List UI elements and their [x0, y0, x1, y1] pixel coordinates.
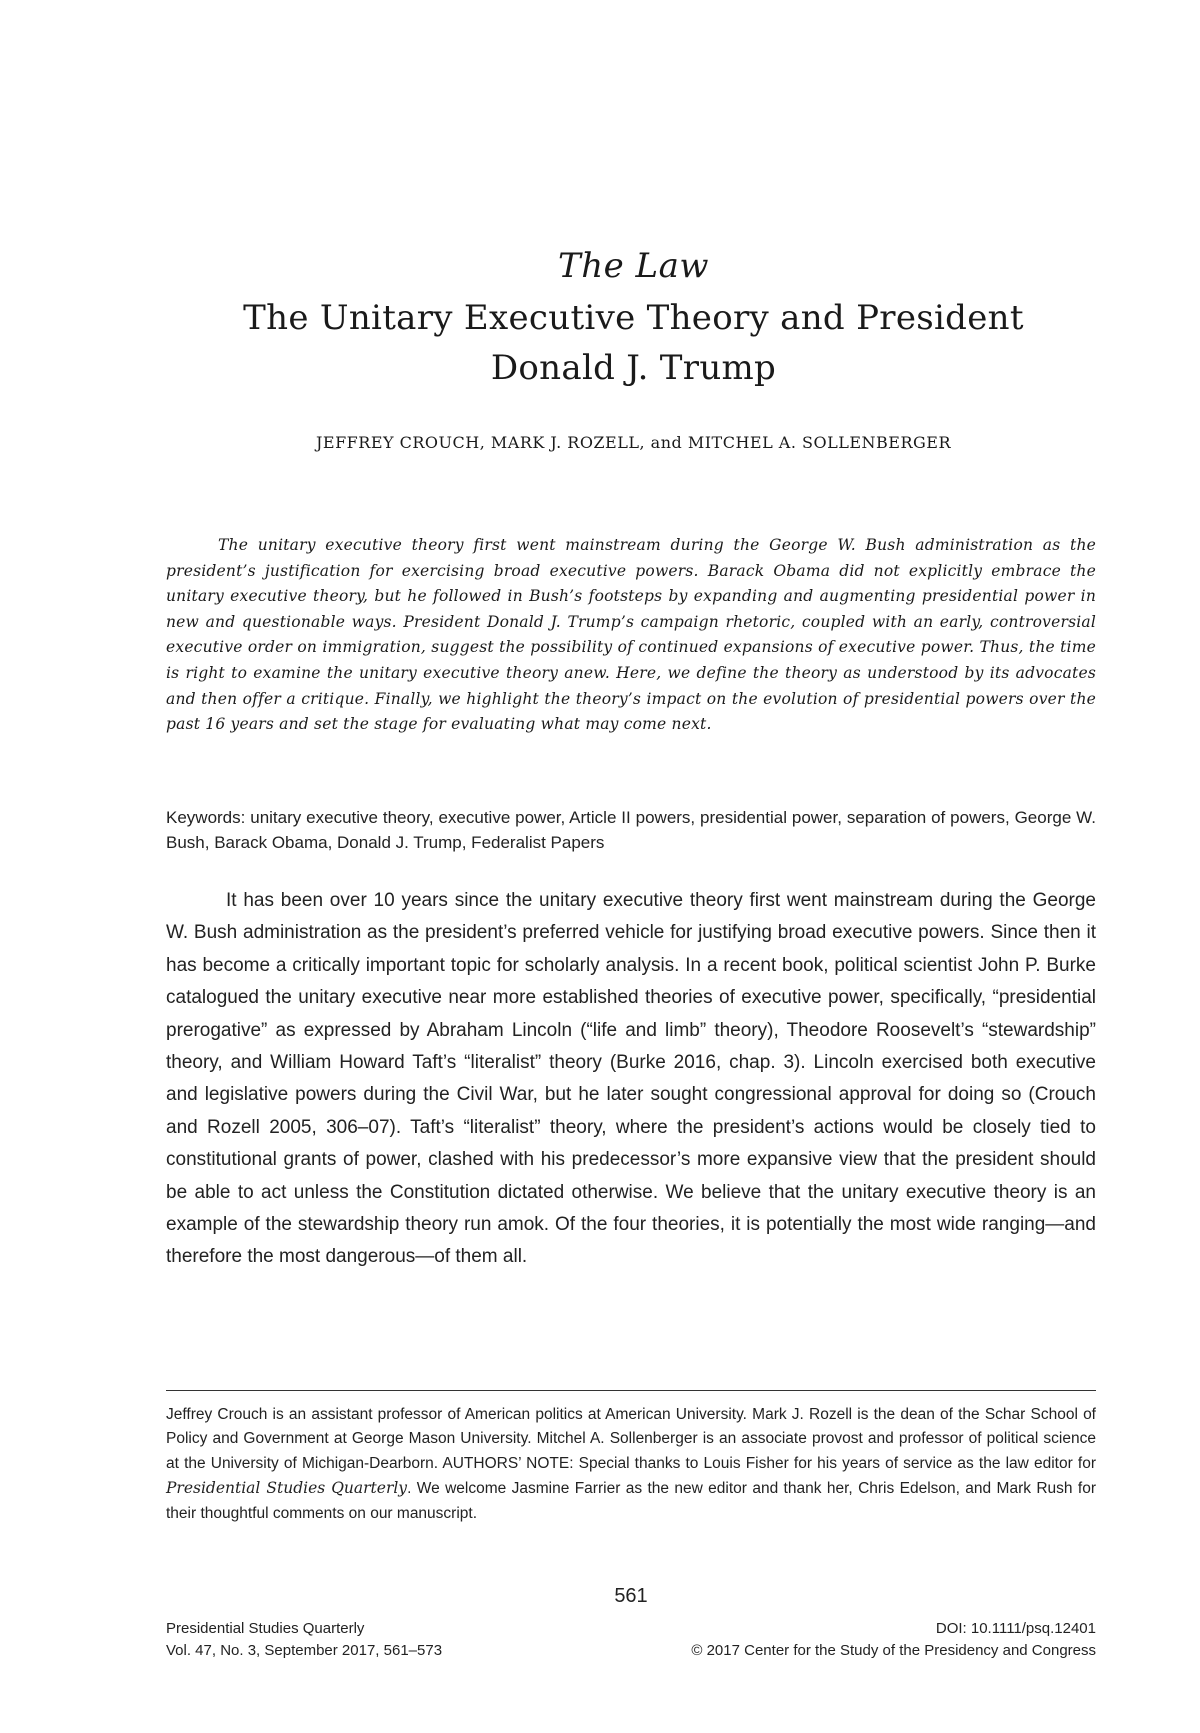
footnote-journal-name: Presidential Studies Quarterly	[166, 1479, 408, 1498]
footer-doi: DOI: 10.1111/psq.12401	[935, 1620, 1096, 1637]
body-paragraph: It has been over 10 years since the unitary executive theory first went mainstream during the George W. Bush administration as the president’s preferred vehicle for justifying broad executive powers. Since then it has become a critically important topic for scholarly analysis. In a recent book, political scientist John P. Burke catalogued the unitary executive near more established theories of executive power, specifically, “presidential prerogative” as expressed by Abraham Lincoln (“life and limb” theory), Theodore Roosevelt’s “stewardship” theory, and William Howard Taft’s “literalist” theory (Burke 2016, chap. 3). Lincoln exercised both executive and legislative powers during the Civil War, but he later sought congressional approval for doing so (Crouch and Rozell 2005, 306–07). Taft’s “literalist” theory, where the president’s actions would be closely tied to constitutional grants of power, clashed with his predecessor’s more expansive view that the president should be able to act unless the Constitution dictated otherwise. We believe that the unitary executive theory is an example of the stewardship theory run amok. Of the four theories, it is potentially the most wide ranging—and therefore the most dangerous—of them all.	[166, 890, 1096, 1268]
article-title-line-2: Donald J. Trump	[490, 348, 777, 388]
section-title: The Law	[558, 246, 709, 286]
article-title-line-1: The Unitary Executive Theory and President	[243, 298, 1024, 338]
footer-copyright: © 2017 Center for the Study of the Presidency and Congress	[691, 1642, 1096, 1659]
footer-journal-info	[166, 1618, 442, 1662]
author-list: JEFFREY CROUCH, MARK J. ROZELL, and MITCHEL A. SOLLENBERGER	[315, 433, 952, 452]
author-footnote	[166, 1403, 1096, 1526]
page-number: 561	[614, 1585, 648, 1607]
keywords: Keywords: unitary executive theory, executive power, Article II powers, presidential power, separation of powers, George W. Bush, Barack Obama, Donald J. Trump, Federalist Papers	[166, 808, 1096, 852]
footer-publication-info	[691, 1618, 1096, 1662]
footer-journal-name: Presidential Studies Quarterly	[166, 1620, 365, 1637]
article-title	[0, 293, 1200, 393]
footnote-text-part-2: . We welcome Jasmine Farrier as the new editor and thank her, Chris Edelson, and Mark Rush for their thoughtful comments on our manuscript.	[166, 1480, 1096, 1522]
footer-volume: Vol. 47, No. 3, September 2017, 561–573	[166, 1642, 443, 1659]
abstract: The unitary executive theory first went mainstream during the George W. Bush administration as the president’s justification for exercising broad executive powers. Barack Obama did not explicitly embrace the unitary executive theory, but he followed in Bush’s footsteps by expanding and augmenting presidential power in new and questionable ways. President Donald J. Trump’s campaign rhetoric, coupled with an early, controversial executive order on immigration, suggest the possibility of continued expansions of executive power. Thus, the time is right to examine the unitary executive theory anew. Here, we define the theory as understood by its advocates and then offer a critique. Finally, we highlight the theory’s impact on the evolution of presidential powers over the past 16 years and set the stage for evaluating what may come next.	[166, 536, 1096, 734]
footnote-divider	[166, 1390, 1096, 1391]
footnote-text-part-1: Jeffrey Crouch is an assistant professor of American politics at American University. Mark J. Rozell is the dean of the Schar School of Policy and Government at George Mason University. Mitchel A. Sollenberger is an associate provost and professor of political science at the University of Michigan-Dearborn. AUTHORS’ NOTE: Special thanks to Louis Fisher for his years of service as the law editor for	[166, 1406, 1096, 1472]
